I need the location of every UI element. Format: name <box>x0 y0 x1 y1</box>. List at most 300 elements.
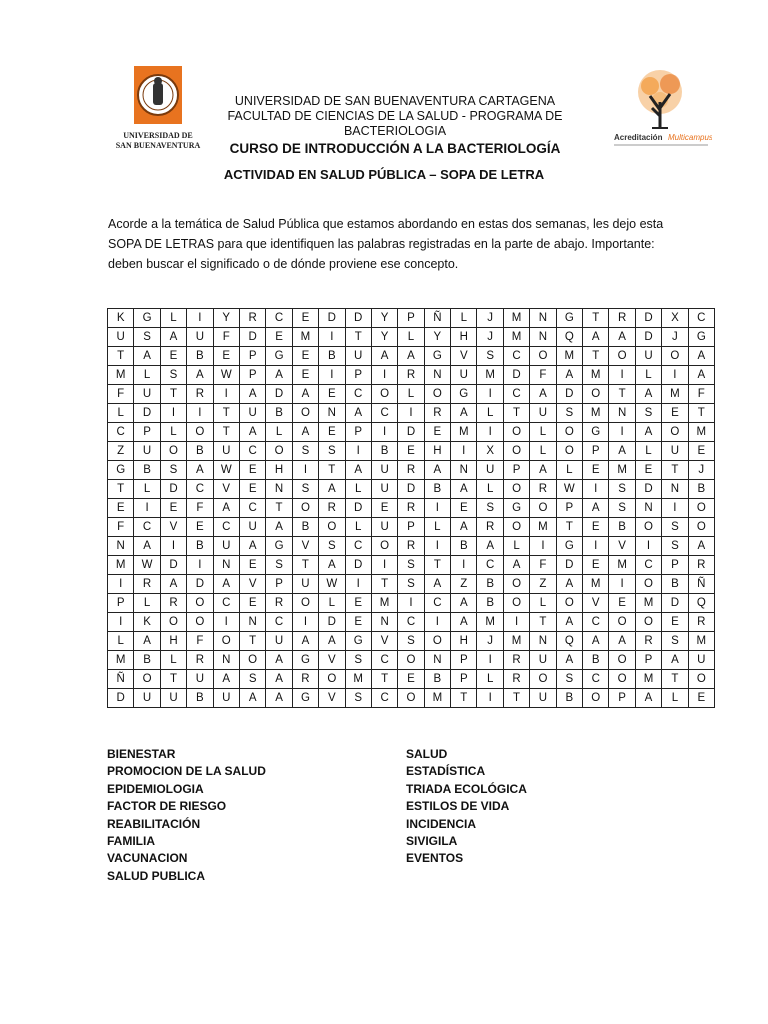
grid-cell: U <box>530 689 556 708</box>
grid-cell: M <box>688 423 714 442</box>
grid-cell: T <box>530 613 556 632</box>
grid-cell: I <box>134 499 160 518</box>
grid-row <box>108 328 715 347</box>
grid-cell: N <box>662 480 688 499</box>
grid-cell: A <box>556 613 582 632</box>
grid-cell: C <box>266 613 292 632</box>
grid-cell: A <box>530 461 556 480</box>
grid-cell: V <box>371 632 397 651</box>
grid-cell: E <box>398 442 424 461</box>
grid-cell: R <box>503 651 529 670</box>
grid-cell: A <box>583 328 609 347</box>
grid-cell: A <box>134 537 160 556</box>
grid-cell: M <box>635 594 661 613</box>
grid-cell: L <box>266 423 292 442</box>
grid-cell: U <box>239 518 265 537</box>
grid-cell: C <box>239 499 265 518</box>
grid-cell: E <box>292 366 318 385</box>
grid-row <box>108 461 715 480</box>
grid-cell: U <box>688 651 714 670</box>
grid-cell: I <box>292 613 318 632</box>
grid-cell: I <box>609 423 635 442</box>
grid-row <box>108 556 715 575</box>
grid-cell: C <box>213 518 239 537</box>
grid-cell: B <box>477 575 503 594</box>
grid-cell: N <box>266 480 292 499</box>
grid-cell: S <box>609 480 635 499</box>
grid-cell: I <box>187 404 213 423</box>
grid-cell: C <box>371 404 397 423</box>
grid-cell: M <box>503 632 529 651</box>
grid-cell: P <box>451 670 477 689</box>
grid-cell: C <box>503 385 529 404</box>
grid-cell: I <box>635 537 661 556</box>
grid-cell: U <box>239 404 265 423</box>
grid-cell: R <box>398 461 424 480</box>
grid-cell: F <box>213 328 239 347</box>
grid-cell: O <box>424 632 450 651</box>
grid-cell: S <box>556 404 582 423</box>
grid-cell: T <box>266 499 292 518</box>
grid-cell: I <box>213 613 239 632</box>
grid-cell: A <box>239 689 265 708</box>
grid-cell: L <box>477 404 503 423</box>
grid-cell: R <box>530 480 556 499</box>
grid-cell: M <box>424 689 450 708</box>
grid-cell: N <box>451 461 477 480</box>
grid-cell: S <box>662 537 688 556</box>
grid-cell: A <box>266 366 292 385</box>
grid-cell: O <box>503 594 529 613</box>
grid-cell: A <box>266 518 292 537</box>
grid-cell: H <box>451 328 477 347</box>
grid-cell: R <box>160 594 186 613</box>
word-list-item: BIENESTAR <box>107 747 176 761</box>
grid-cell: L <box>635 442 661 461</box>
grid-cell: T <box>583 309 609 328</box>
grid-cell: U <box>530 651 556 670</box>
grid-cell: D <box>134 404 160 423</box>
grid-cell: C <box>583 613 609 632</box>
grid-cell: I <box>477 651 503 670</box>
word-list-item: SIVIGILA <box>406 834 458 849</box>
grid-row <box>108 423 715 442</box>
grid-cell: A <box>371 347 397 366</box>
grid-cell: A <box>451 480 477 499</box>
grid-cell: E <box>160 347 186 366</box>
word-list-item: REABILITACIÓN <box>107 816 201 831</box>
grid-cell: R <box>609 309 635 328</box>
grid-row <box>108 670 715 689</box>
grid-cell: D <box>187 575 213 594</box>
grid-cell: A <box>134 347 160 366</box>
grid-cell: F <box>530 366 556 385</box>
grid-cell: G <box>556 537 582 556</box>
grid-cell: T <box>108 480 134 499</box>
grid-cell: M <box>371 594 397 613</box>
grid-cell: J <box>477 632 503 651</box>
grid-cell: R <box>635 632 661 651</box>
grid-cell: I <box>609 366 635 385</box>
grid-cell: X <box>662 309 688 328</box>
grid-cell: P <box>398 309 424 328</box>
grid-cell: O <box>583 689 609 708</box>
grid-cell: N <box>319 404 345 423</box>
grid-cell: L <box>345 480 371 499</box>
grid-cell: G <box>503 499 529 518</box>
grid-cell: L <box>134 480 160 499</box>
grid-cell: Q <box>556 328 582 347</box>
grid-cell: I <box>292 461 318 480</box>
grid-cell: V <box>319 651 345 670</box>
grid-cell: E <box>398 670 424 689</box>
grid-cell: Y <box>424 328 450 347</box>
grid-cell: I <box>477 423 503 442</box>
grid-cell: C <box>213 594 239 613</box>
grid-cell: A <box>451 594 477 613</box>
grid-cell: E <box>635 461 661 480</box>
grid-cell: L <box>530 423 556 442</box>
grid-cell: I <box>160 537 186 556</box>
grid-cell: D <box>635 328 661 347</box>
word-list-item: SALUD <box>406 747 448 761</box>
grid-cell: B <box>583 651 609 670</box>
grid-cell: C <box>108 423 134 442</box>
grid-cell: C <box>477 556 503 575</box>
grid-cell: R <box>688 556 714 575</box>
grid-cell: O <box>160 442 186 461</box>
grid-cell: P <box>239 366 265 385</box>
grid-cell: O <box>319 670 345 689</box>
grid-cell: E <box>345 594 371 613</box>
grid-cell: O <box>371 537 397 556</box>
grid-cell: O <box>662 347 688 366</box>
grid-cell: L <box>556 461 582 480</box>
grid-cell: S <box>556 670 582 689</box>
grid-cell: I <box>503 613 529 632</box>
grid-cell: A <box>477 537 503 556</box>
grid-cell: B <box>662 575 688 594</box>
grid-cell: P <box>266 575 292 594</box>
grid-cell: M <box>108 556 134 575</box>
grid-cell: G <box>451 385 477 404</box>
activity-title: ACTIVIDAD EN SALUD PÚBLICA – SOPA DE LETRA <box>223 167 545 182</box>
grid-cell: T <box>662 670 688 689</box>
grid-row <box>108 499 715 518</box>
grid-cell: A <box>266 689 292 708</box>
grid-cell: C <box>424 594 450 613</box>
grid-cell: F <box>187 499 213 518</box>
grid-cell: F <box>108 385 134 404</box>
grid-cell: C <box>266 309 292 328</box>
grid-cell: M <box>292 328 318 347</box>
grid-cell: L <box>319 594 345 613</box>
grid-cell: S <box>477 499 503 518</box>
word-search-grid <box>107 308 715 708</box>
grid-cell: D <box>319 613 345 632</box>
grid-cell: R <box>688 613 714 632</box>
grid-cell: L <box>345 518 371 537</box>
grid-cell: U <box>187 670 213 689</box>
grid-cell: A <box>609 328 635 347</box>
grid-row <box>108 632 715 651</box>
grid-cell: O <box>292 499 318 518</box>
grid-cell: I <box>319 366 345 385</box>
grid-cell: R <box>266 594 292 613</box>
grid-cell: T <box>160 670 186 689</box>
grid-cell: A <box>451 613 477 632</box>
grid-cell: A <box>345 404 371 423</box>
grid-cell: S <box>319 537 345 556</box>
grid-row <box>108 404 715 423</box>
grid-cell: M <box>108 651 134 670</box>
grid-cell: Q <box>688 594 714 613</box>
word-list-item: ESTADÍSTICA <box>406 764 486 779</box>
grid-cell: S <box>292 442 318 461</box>
grid-cell: D <box>662 594 688 613</box>
grid-cell: L <box>477 480 503 499</box>
grid-cell: D <box>160 480 186 499</box>
grid-cell: L <box>160 423 186 442</box>
grid-cell: A <box>609 632 635 651</box>
grid-cell: T <box>213 423 239 442</box>
grid-cell: E <box>688 442 714 461</box>
grid-cell: E <box>345 613 371 632</box>
word-list-item: EVENTOS <box>406 851 464 866</box>
grid-cell: P <box>503 461 529 480</box>
grid-cell: O <box>583 385 609 404</box>
grid-cell: W <box>556 480 582 499</box>
grid-cell: K <box>134 613 160 632</box>
svg-text:Acreditación: Acreditación <box>614 133 663 142</box>
grid-cell: Y <box>371 328 397 347</box>
grid-cell: M <box>556 347 582 366</box>
grid-cell: A <box>292 385 318 404</box>
grid-cell: V <box>213 480 239 499</box>
grid-cell: I <box>451 442 477 461</box>
grid-cell: V <box>160 518 186 537</box>
grid-cell: T <box>371 670 397 689</box>
grid-cell: K <box>108 309 134 328</box>
grid-cell: F <box>688 385 714 404</box>
grid-cell: A <box>556 575 582 594</box>
grid-cell: A <box>556 366 582 385</box>
word-list-item: SALUD PUBLICA <box>107 868 205 883</box>
word-list-item: EPIDEMIOLOGIA <box>107 781 204 796</box>
grid-row <box>108 689 715 708</box>
grid-cell: Z <box>451 575 477 594</box>
grid-cell: V <box>583 594 609 613</box>
grid-cell: M <box>345 670 371 689</box>
grid-cell: L <box>108 632 134 651</box>
grid-cell: E <box>583 461 609 480</box>
grid-cell: A <box>451 518 477 537</box>
grid-cell: U <box>213 442 239 461</box>
grid-cell: C <box>503 347 529 366</box>
grid-cell: M <box>609 556 635 575</box>
grid-cell: A <box>424 461 450 480</box>
grid-cell: W <box>319 575 345 594</box>
grid-cell: O <box>530 499 556 518</box>
grid-cell: M <box>503 309 529 328</box>
grid-cell: A <box>292 632 318 651</box>
grid-cell: E <box>213 347 239 366</box>
grid-cell: E <box>266 328 292 347</box>
grid-cell: N <box>213 651 239 670</box>
grid-cell: A <box>160 328 186 347</box>
grid-cell: L <box>451 309 477 328</box>
grid-cell: T <box>609 385 635 404</box>
grid-cell: I <box>583 480 609 499</box>
grid-cell: U <box>662 442 688 461</box>
grid-cell: S <box>635 404 661 423</box>
grid-cell: E <box>239 594 265 613</box>
grid-cell: A <box>187 366 213 385</box>
grid-cell: L <box>134 366 160 385</box>
grid-cell: S <box>345 651 371 670</box>
accreditation-logo <box>612 66 712 150</box>
grid-cell: I <box>345 442 371 461</box>
grid-cell: M <box>635 670 661 689</box>
grid-cell: S <box>398 556 424 575</box>
word-list-item: ESTILOS DE VIDA <box>406 799 510 814</box>
grid-cell: B <box>187 689 213 708</box>
grid-cell: A <box>239 423 265 442</box>
grid-cell: T <box>160 385 186 404</box>
grid-cell: T <box>451 689 477 708</box>
grid-cell: U <box>134 442 160 461</box>
grid-cell: A <box>662 651 688 670</box>
grid-cell: Q <box>556 632 582 651</box>
grid-cell: D <box>635 480 661 499</box>
grid-cell: N <box>424 366 450 385</box>
grid-cell: I <box>609 575 635 594</box>
grid-cell: A <box>635 689 661 708</box>
grid-cell: O <box>371 385 397 404</box>
grid-cell: M <box>503 328 529 347</box>
grid-cell: E <box>583 556 609 575</box>
grid-cell: E <box>292 309 318 328</box>
grid-cell: Z <box>108 442 134 461</box>
grid-cell: B <box>688 480 714 499</box>
grid-cell: P <box>239 347 265 366</box>
grid-cell: P <box>662 556 688 575</box>
grid-cell: L <box>477 670 503 689</box>
grid-cell: S <box>266 556 292 575</box>
word-list-item: FACTOR DE RIESGO <box>107 799 227 814</box>
grid-cell: P <box>345 423 371 442</box>
grid-cell: I <box>371 423 397 442</box>
grid-cell: I <box>662 499 688 518</box>
grid-cell: E <box>371 499 397 518</box>
grid-cell: T <box>556 518 582 537</box>
university-name: UNIVERSIDAD DE SAN BUENAVENTURA CARTAGENA <box>234 94 556 108</box>
grid-cell: D <box>345 499 371 518</box>
grid-cell: O <box>635 518 661 537</box>
grid-cell: R <box>424 404 450 423</box>
grid-cell: Ñ <box>424 309 450 328</box>
grid-cell: E <box>662 613 688 632</box>
grid-cell: O <box>160 613 186 632</box>
grid-cell: M <box>530 518 556 537</box>
grid-cell: T <box>688 404 714 423</box>
grid-cell: W <box>134 556 160 575</box>
grid-cell: O <box>239 651 265 670</box>
grid-cell: C <box>345 385 371 404</box>
grid-cell: I <box>345 575 371 594</box>
grid-cell: R <box>187 385 213 404</box>
grid-cell: J <box>662 328 688 347</box>
grid-cell: P <box>609 689 635 708</box>
grid-cell: C <box>134 518 160 537</box>
grid-cell: A <box>688 347 714 366</box>
grid-cell: R <box>134 575 160 594</box>
word-list-item: FAMILIA <box>107 834 155 849</box>
grid-cell: Ñ <box>108 670 134 689</box>
grid-cell: H <box>160 632 186 651</box>
grid-cell: T <box>583 347 609 366</box>
grid-cell: G <box>266 347 292 366</box>
grid-cell: I <box>319 328 345 347</box>
grid-cell: A <box>345 461 371 480</box>
grid-cell: S <box>160 461 186 480</box>
grid-cell: T <box>503 689 529 708</box>
grid-cell: P <box>134 423 160 442</box>
grid-cell: E <box>451 499 477 518</box>
grid-cell: M <box>108 366 134 385</box>
grid-cell: O <box>424 385 450 404</box>
grid-cell: M <box>583 366 609 385</box>
grid-cell: A <box>266 670 292 689</box>
grid-cell: R <box>239 309 265 328</box>
grid-cell: P <box>451 651 477 670</box>
grid-cell: U <box>371 480 397 499</box>
grid-cell: T <box>239 632 265 651</box>
grid-cell: U <box>477 461 503 480</box>
word-list-item: TRIADA ECOLÓGICA <box>406 781 527 796</box>
grid-cell: O <box>503 423 529 442</box>
grid-cell: S <box>345 689 371 708</box>
word-list-left <box>107 746 266 885</box>
grid-cell: L <box>635 366 661 385</box>
grid-row <box>108 385 715 404</box>
grid-cell: O <box>609 347 635 366</box>
grid-cell: V <box>239 575 265 594</box>
grid-cell: V <box>319 689 345 708</box>
grid-cell: N <box>530 309 556 328</box>
grid-cell: C <box>187 480 213 499</box>
grid-cell: E <box>108 499 134 518</box>
grid-cell: N <box>530 328 556 347</box>
grid-cell: R <box>292 670 318 689</box>
grid-cell: G <box>688 328 714 347</box>
grid-cell: O <box>609 670 635 689</box>
grid-cell: U <box>451 366 477 385</box>
grid-cell: A <box>160 575 186 594</box>
grid-cell: O <box>187 423 213 442</box>
grid-cell: W <box>213 366 239 385</box>
grid-cell: A <box>319 480 345 499</box>
grid-cell: O <box>530 670 556 689</box>
grid-cell: L <box>530 594 556 613</box>
grid-cell: S <box>662 518 688 537</box>
grid-cell: I <box>108 575 134 594</box>
grid-cell: C <box>239 442 265 461</box>
grid-cell: O <box>213 632 239 651</box>
grid-cell: B <box>477 594 503 613</box>
grid-cell: M <box>477 613 503 632</box>
grid-row <box>108 594 715 613</box>
